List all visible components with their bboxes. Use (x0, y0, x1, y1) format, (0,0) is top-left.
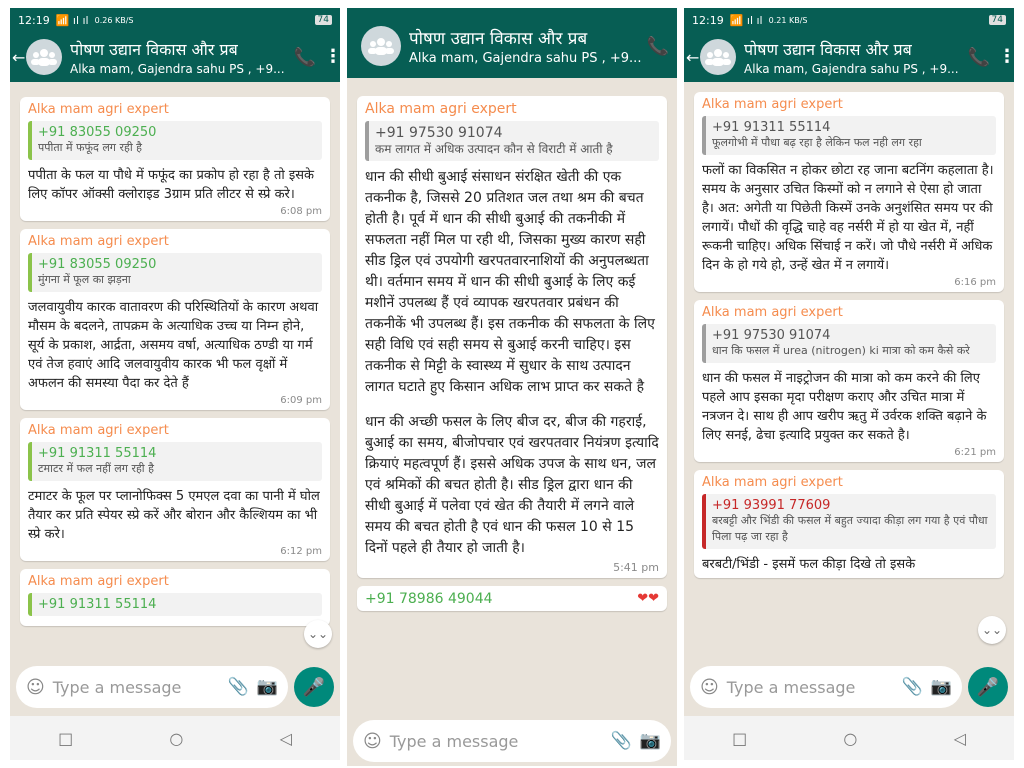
mic-icon[interactable]: 🎤 (968, 667, 1008, 707)
group-avatar-icon[interactable] (26, 39, 62, 75)
message-sender: Alka mam agri expert (365, 101, 517, 117)
mic-icon[interactable]: 🎤 (294, 667, 334, 707)
message-list (684, 92, 1014, 586)
network-speed: 0.21 KB/S (768, 15, 808, 25)
quoted-message[interactable] (702, 494, 996, 549)
message-input[interactable]: Type a message (389, 731, 519, 751)
attach-icon[interactable]: 📎 (610, 731, 632, 751)
message-text: टमाटर के फूल पर प्लानोफिक्स 5 एमएल दवा का पानी में घोल तैयार कर प्रति स्पेयर स्प्रे करें और बोरान और कैल्शियम का भी स्प्रे करे। (28, 489, 320, 542)
message-text: फलों का विकसित न होकर छोटा रह जाना बटनिंग कहलाता है। समय के अनुसार उचित किस्मों को न लगाने से ऐसा हो जाता है। अत: अगेती या पिछेती किस्में उनके अनुशंसित समय पर की लगायें। पौधों की वृद्धि चाहे वह नर्सरी में हो या खेत में, नहीं रूकनी चाहिए। अधिक सिंचाई न करें। जो पौधे नर्सरी में अधिक दिन के हो गये हो, उन्हें खेत में न लगायें। (702, 163, 994, 273)
quoted-number: +91 91311 55114 (712, 120, 831, 135)
add-call-icon[interactable]: 📞 (967, 46, 991, 68)
message-text: जलवायुवीय कारक वातावरण की परिस्थितियों के कारण अथवा मौसम के बदलने, तापक्रम के अत्याधिक उच्च या निम्न होने, सूर्य के प्रकाश, आर्द्रता, असमय वर्षा, अत्याधिक ठण्डी या गर्म एवं तेज हवाएं आदि जलवायुवीय कारक भी फल वृक्षों में अफलन की समस्या पैदा कर देते हैं (28, 300, 319, 391)
emoji-icon[interactable]: ☺ (26, 676, 45, 698)
heart-reaction-icon: ❤❤ (637, 591, 659, 606)
emoji-icon[interactable]: ☺ (700, 676, 719, 698)
chat-header (347, 8, 677, 78)
signal-icon: 📶 ıl ıl (729, 13, 763, 27)
phone-screen-middle (347, 8, 677, 760)
message-input-box[interactable] (16, 666, 288, 708)
message-bubble[interactable] (357, 96, 667, 578)
attach-icon[interactable]: 📎 (901, 677, 923, 697)
back-arrow-icon[interactable]: ← (686, 47, 700, 67)
message-time: 6:08 pm (280, 206, 322, 217)
home-icon[interactable]: ○ (843, 728, 858, 748)
camera-icon[interactable]: 📷 (639, 731, 661, 751)
chat-members: Alka mam, Gajendra sahu PS , +9... (70, 62, 285, 76)
network-speed: 0.26 KB/S (94, 15, 134, 25)
compose-bar (347, 716, 677, 766)
chat-title: पोषण उद्यान विकास और प्रब (744, 40, 912, 59)
compose-bar (10, 662, 340, 712)
status-bar (684, 8, 1014, 32)
quoted-text: मुंगना में फूल का झड़ना (38, 273, 131, 286)
attach-icon[interactable]: 📎 (227, 677, 249, 697)
recent-apps-icon[interactable]: □ (732, 728, 748, 748)
message-text: धान की फसल में नाइट्रोजन की मात्रा को कम करने की लिए पहले आप इसका मृदा परीक्षण कराए और उचित मात्रा में नत्रजन दे। साथ ही आप खरीप ऋतु में उर्वरक शक्ति बढ़ाने के लिए सनई, ढेचा इत्यादि प्रयुक्त कर सकते है। (702, 371, 987, 443)
quoted-message[interactable] (365, 121, 659, 161)
group-avatar-icon[interactable] (700, 39, 736, 75)
chat-members: Alka mam, Gajendra sahu PS , +9... (744, 62, 959, 76)
quoted-message[interactable] (28, 593, 322, 616)
chat-header (684, 32, 1014, 82)
chat-info[interactable] (744, 38, 966, 76)
quoted-message[interactable] (28, 253, 322, 292)
quoted-number: +91 97530 91074 (375, 125, 503, 141)
message-sender: Alka mam agri expert (702, 475, 843, 490)
camera-icon[interactable]: 📷 (256, 677, 278, 697)
phone-screen-left (10, 8, 340, 760)
message-time: 5:41 pm (613, 561, 659, 574)
quoted-number: +91 91311 55114 (38, 597, 157, 612)
group-avatar-icon[interactable] (361, 26, 401, 66)
chat-title: पोषण उद्यान विकास और प्रब (70, 40, 238, 59)
more-icon[interactable]: ⋮ (998, 46, 1016, 67)
message-bubble[interactable] (20, 97, 330, 221)
scroll-down-button[interactable]: ⌄⌄ (304, 620, 332, 648)
message-sender: Alka mam agri expert (28, 423, 169, 438)
quoted-message[interactable] (28, 121, 322, 160)
battery-icon: 74 (989, 15, 1006, 25)
chat-members: Alka mam, Gajendra sahu PS , +9... (409, 51, 642, 66)
more-icon[interactable]: ⋮ (324, 46, 342, 67)
back-triangle-icon[interactable]: ◁ (279, 728, 292, 748)
message-list (10, 97, 340, 634)
chat-header (10, 32, 340, 82)
message-text-continued: धान की अच्छी फसल के लिए बीज दर, बीज की गहराई, बुआई का समय, बीजोपचार एवं खरपतवार नियंत्रण इत्यादि क्रियाएं महत्वपूर्ण हैं। इससे अधिक उपज के साथ धन, जल एवं श्रमिकों की बचत होती है। सीड ड्रिल द्वारा धान की सीधी बुआई में पलेवा एवं खेत की तैयारी में लगने वाले समय की बचत होती है एवं धान की फसल 10 से 15 दिनों पहले ही तैयार हो जाती है। (365, 414, 659, 556)
add-call-icon[interactable]: 📞 (293, 46, 317, 68)
message-sender: Alka mam agri expert (28, 234, 169, 249)
message-time: 6:21 pm (954, 447, 996, 458)
message-text: पपीता के फल या पौधे में फफूंद का प्रकोप हो रहा है तो इसके लिए कॉपर ऑक्सी क्लोराइड 3ग्राम प्रति लीटर से स्प्रे करे। (28, 168, 315, 202)
message-input[interactable]: Type a message (52, 677, 182, 697)
quoted-text: टमाटर में फल नहीं लग रही है (38, 462, 154, 475)
quoted-text: बरबट्टी और भिंडी की फसल में बहुत ज्यादा कीड़ा लग गया है एवं पौधा पिला पढ़ जा रहा है (712, 514, 988, 543)
quoted-number: +91 83055 09250 (38, 125, 157, 140)
system-nav-bar (684, 716, 1014, 760)
quoted-message[interactable] (702, 116, 996, 155)
message-text: धान की सीधी बुआई संसाधन संरक्षित खेती की एक तकनीक है, जिससे 20 प्रतिशत जल तथा श्रम की बचत होती है। पूर्व में धान की सीधी बुआई की तकनीकी में सफलता नहीं मिल पा रही थी, जिसका मुख्य कारण सही सीड ड्रिल एवं उपयोगी खरपतवारनाशियों की अनुपलब्धता थी। वर्तमान समय में धान की सीधी बुआई के लिए कई मशीनें उपलब्ध हैं एवं व्यापक खरपतवार प्रबंधन की तकनीकें भी उपलब्ध हैं। इस तकनीक की सफलता के लिए सही विधि एवं सही समय से बुआई करनी चाहिए। इस तकनीक से मिट्टी के स्वास्थ्य में सुधार के साथ उत्पादन लागत घटाते हुए किसान अधिक लाभ प्राप्त कर सकते है (365, 169, 655, 395)
quoted-text: धान कि फसल में urea (nitrogen) ki मात्रा को कम कैसे करे (712, 344, 970, 357)
message-bubble[interactable] (694, 92, 1004, 292)
message-sender: Alka mam agri expert (28, 102, 169, 117)
chat-title: पोषण उद्यान विकास और प्रब (409, 29, 588, 49)
quoted-text: कम लागत में अधिक उत्पादन कौन से विराटी में आती है (375, 142, 613, 156)
battery-icon: 74 (315, 15, 332, 25)
home-icon[interactable]: ○ (169, 728, 184, 748)
signal-icon: 📶 ıl ıl (55, 13, 89, 27)
quoted-number: +91 83055 09250 (38, 257, 157, 272)
message-bubble[interactable] (694, 300, 1004, 462)
status-bar (10, 8, 340, 32)
message-bubble[interactable] (694, 470, 1004, 578)
quoted-text: फूलगोभी में पौधा बढ़ रहा है लेकिन फल नही लग रहा (712, 136, 922, 149)
message-input[interactable]: Type a message (726, 677, 856, 697)
status-time: 12:19 (18, 13, 50, 27)
message-bubble[interactable] (20, 569, 330, 626)
message-list (347, 96, 677, 619)
quoted-text: पपीता में फफूंद लग रही है (38, 141, 143, 154)
message-bubble[interactable] (357, 586, 667, 611)
chat-info[interactable] (409, 26, 645, 66)
message-input-box[interactable] (353, 720, 671, 762)
quoted-number: +91 93991 77609 (712, 498, 831, 513)
quoted-number: +91 78986 49044 (365, 591, 493, 607)
system-nav-bar (10, 716, 340, 760)
quoted-number: +91 97530 91074 (712, 328, 831, 343)
chat-info[interactable] (70, 38, 292, 76)
back-triangle-icon[interactable]: ◁ (953, 728, 966, 748)
back-arrow-icon[interactable]: ← (12, 47, 26, 67)
recent-apps-icon[interactable]: □ (58, 728, 74, 748)
quoted-number: +91 91311 55114 (38, 446, 157, 461)
message-sender: Alka mam agri expert (28, 574, 169, 589)
message-input-box[interactable] (690, 666, 962, 708)
emoji-icon[interactable]: ☺ (363, 730, 382, 752)
scroll-down-button[interactable]: ⌄⌄ (978, 616, 1006, 644)
message-sender: Alka mam agri expert (702, 305, 843, 320)
message-text: बरबटी/भिंडी - इसमें फल कीड़ा दिखे तो इसके (702, 557, 916, 572)
message-time: 6:16 pm (954, 277, 996, 288)
add-call-icon[interactable]: 📞 (646, 35, 670, 57)
message-bubble[interactable] (20, 229, 330, 410)
message-time: 6:12 pm (280, 546, 322, 557)
message-time: 6:09 pm (280, 395, 322, 406)
compose-bar (684, 662, 1014, 712)
message-bubble[interactable] (20, 418, 330, 561)
quoted-message[interactable] (702, 324, 996, 363)
status-time: 12:19 (692, 13, 724, 27)
message-sender: Alka mam agri expert (702, 97, 843, 112)
quoted-message[interactable] (28, 442, 322, 481)
camera-icon[interactable]: 📷 (930, 677, 952, 697)
phone-screen-right (684, 8, 1014, 760)
